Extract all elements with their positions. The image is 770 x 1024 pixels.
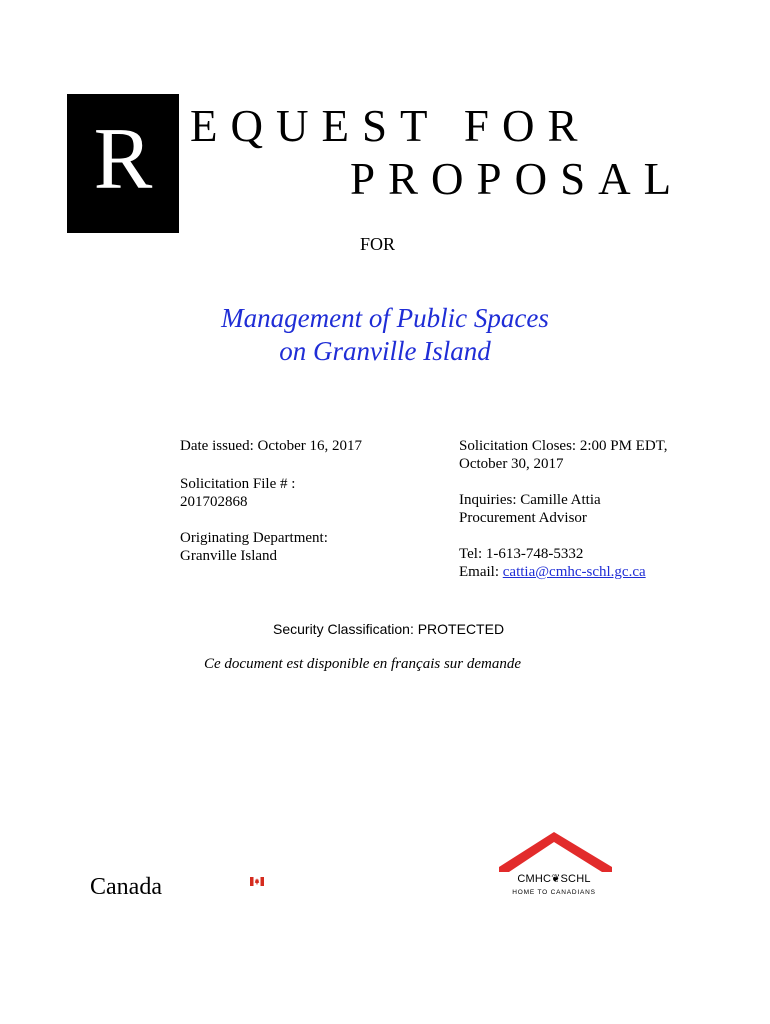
for-label: FOR — [360, 234, 396, 254]
solicitation-closes-date: October 30, 2017 — [459, 456, 564, 472]
email-label: Email: — [459, 564, 503, 580]
left-info-column — [180, 437, 410, 565]
security-classification: Security Classification: PROTECTED — [273, 621, 505, 637]
cmhc-logo — [496, 829, 616, 904]
canada-wordmark-text: Canada — [90, 874, 162, 900]
subject-line-1: Management of Public Spaces — [221, 303, 549, 333]
file-number-value: 201702868 — [180, 494, 248, 510]
right-info-column — [459, 437, 729, 581]
date-issued: Date issued: October 16, 2017 — [180, 438, 363, 454]
subject-line-2: on Granville Island — [279, 336, 491, 366]
cmhc-tagline: HOME TO CANADIANS — [512, 889, 596, 896]
file-number-label: Solicitation File # : — [180, 476, 296, 492]
inquiries-contact: Inquiries: Camille Attia — [459, 492, 601, 508]
french-availability-note: Ce document est disponible en français sur demande — [204, 656, 522, 672]
department-value: Granville Island — [180, 548, 278, 564]
canada-flag-icon — [250, 877, 264, 886]
title-initial-box — [67, 94, 179, 233]
email-link[interactable]: cattia@cmhc-schl.gc.ca — [502, 564, 646, 580]
proposal-subject — [150, 302, 620, 368]
title-initial: R — [93, 110, 153, 208]
canada-wordmark-logo — [90, 873, 162, 901]
title-line-2: PROPOSAL — [350, 154, 685, 204]
solicitation-closes: Solicitation Closes: 2:00 PM EDT, — [459, 438, 668, 454]
contact-email-row — [459, 563, 729, 581]
title-line-1: EQUEST FOR — [190, 101, 591, 151]
house-roof-icon — [496, 829, 616, 873]
department-label: Originating Department: — [180, 530, 328, 546]
contact-title: Procurement Advisor — [459, 510, 587, 526]
contact-phone: Tel: 1-613-748-5332 — [459, 546, 584, 562]
cmhc-name: CMHC❦SCHL — [517, 873, 591, 885]
